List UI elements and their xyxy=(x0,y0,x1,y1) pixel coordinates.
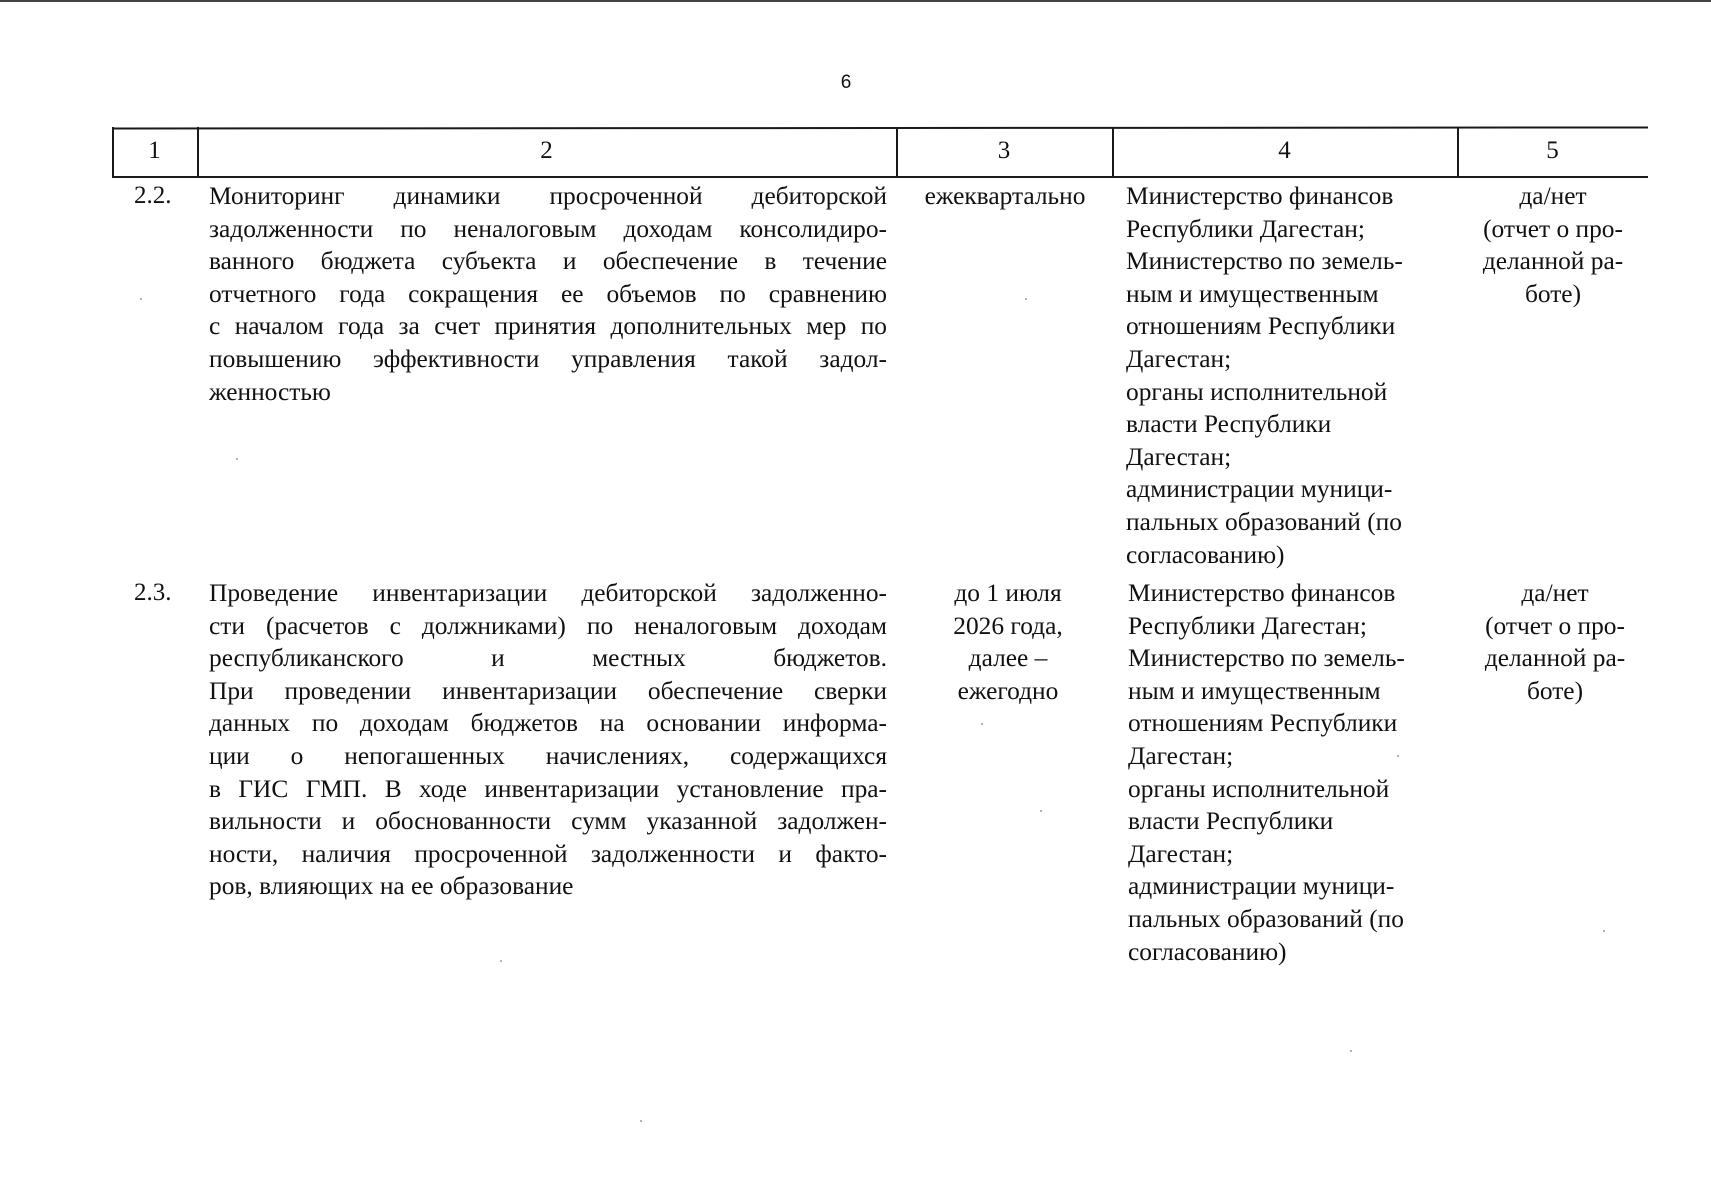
header-col-3: 3 xyxy=(997,137,1011,164)
header-col-1: 1 xyxy=(148,137,161,164)
result-indicator xyxy=(1464,577,1646,707)
text-line: отношениям Республики xyxy=(1128,709,1398,738)
scan-speck xyxy=(140,298,142,300)
header-col-5: 5 xyxy=(1546,137,1559,164)
scan-speck xyxy=(1350,1050,1352,1052)
scan-speck xyxy=(1025,298,1027,300)
text-line: до 1 июля xyxy=(954,579,1062,607)
header-col-2: 2 xyxy=(540,137,553,164)
text-line: боте) xyxy=(1524,279,1582,308)
text-line: женностью xyxy=(209,377,331,406)
measure-description xyxy=(209,577,887,903)
text-line: вильности и обоснованности сумм указанной задолжен- xyxy=(209,807,887,836)
text-line: сти (расчетов с должниками) по неналоговым доходам xyxy=(209,611,887,640)
text-line: согласованию) xyxy=(1128,937,1287,966)
text-line: администрации муници- xyxy=(1126,475,1393,504)
text-line: отношениям Республики xyxy=(1126,312,1396,341)
text-line: Министерство финансов xyxy=(1126,182,1394,210)
text-line: власти Республики xyxy=(1128,807,1334,836)
text-line: задолженности по неналоговым доходам консолидиро- xyxy=(209,214,887,243)
row-number: 2.3. xyxy=(134,579,172,606)
text-line: органы исполнительной xyxy=(1126,377,1388,406)
text-line: органы исполнительной xyxy=(1128,774,1390,803)
text-line: ров, влияющих на ее образование xyxy=(209,872,574,901)
scan-speck xyxy=(1603,930,1605,932)
text-line: Дагестан; xyxy=(1126,344,1232,373)
text-line: в ГИС ГМП. В ходе инвентаризации установление пра- xyxy=(209,774,887,803)
text-line: Мониторинг динамики просроченной дебиторской xyxy=(209,182,887,210)
scan-speck xyxy=(1397,755,1399,757)
text-line: пальных образований (по xyxy=(1126,507,1402,536)
text-line: да/нет xyxy=(1519,182,1587,210)
text-line: администрации муници- xyxy=(1128,872,1395,901)
scan-speck xyxy=(981,723,983,725)
responsible-executors xyxy=(1126,180,1456,571)
text-line: Министерство по земель- xyxy=(1128,644,1405,673)
scan-speck xyxy=(500,960,502,962)
text-line: ежеквартально xyxy=(924,182,1086,210)
text-line: отчетного года сокращения ее объемов по сравнению xyxy=(209,279,887,308)
text-line: Республики Дагестан; xyxy=(1126,214,1365,243)
text-line: далее – xyxy=(968,644,1048,673)
text-line: деланной ра- xyxy=(1482,247,1624,276)
text-line: Дагестан; xyxy=(1128,839,1234,868)
text-line: пальных образований (по xyxy=(1128,904,1404,933)
text-line: При проведении инвентаризации обеспечение сверки xyxy=(209,676,887,705)
responsible-executors xyxy=(1128,577,1458,968)
text-line: Республики Дагестан; xyxy=(1128,611,1367,640)
text-line: боте) xyxy=(1526,676,1584,705)
text-line: Проведение инвентаризации дебиторской задолженно- xyxy=(209,579,887,607)
header-col-4: 4 xyxy=(1278,137,1291,164)
text-line: ности, наличия просроченной задолженности и факто- xyxy=(209,839,887,868)
scan-speck xyxy=(236,458,238,460)
page-top-edge xyxy=(0,0,1711,2)
result-indicator xyxy=(1462,180,1644,310)
row-number: 2.2. xyxy=(134,182,172,209)
text-line: Министерство по земель- xyxy=(1126,247,1403,276)
text-line: данных по доходам бюджетов на основании информа- xyxy=(209,709,887,738)
text-line: деланной ра- xyxy=(1484,644,1626,673)
text-line: ции о непогашенных начислениях, содержащихся xyxy=(209,741,887,770)
text-line: ным и имущественным xyxy=(1128,676,1381,705)
scan-speck xyxy=(640,1120,642,1122)
scan-speck xyxy=(1040,810,1042,812)
text-line: власти Республики xyxy=(1126,410,1332,439)
deadline xyxy=(900,180,1110,213)
text-line: ным и имущественным xyxy=(1126,279,1379,308)
text-line: ванного бюджета субъекта и обеспечение в течение xyxy=(209,247,887,276)
text-line: повышению эффективности управления такой задол- xyxy=(209,344,887,373)
text-line: с началом года за счет принятия дополнительных мер по xyxy=(209,312,887,341)
text-line: Дагестан; xyxy=(1126,442,1232,471)
text-line: ежегодно xyxy=(957,676,1059,705)
page-number: 6 xyxy=(840,72,852,93)
text-line: да/нет xyxy=(1521,579,1589,607)
text-line: Министерство финансов xyxy=(1128,579,1396,607)
measure-description xyxy=(209,180,887,408)
text-line: Дагестан; xyxy=(1128,741,1234,770)
deadline xyxy=(903,577,1113,707)
text-line: (отчет о про- xyxy=(1485,611,1625,640)
text-line: республиканского и местных бюджетов. xyxy=(209,644,887,673)
text-line: (отчет о про- xyxy=(1483,214,1623,243)
header-bottom-border xyxy=(112,176,1648,178)
text-line: согласованию) xyxy=(1126,540,1285,569)
text-line: 2026 года, xyxy=(953,611,1063,640)
header-top-border xyxy=(112,126,1648,129)
